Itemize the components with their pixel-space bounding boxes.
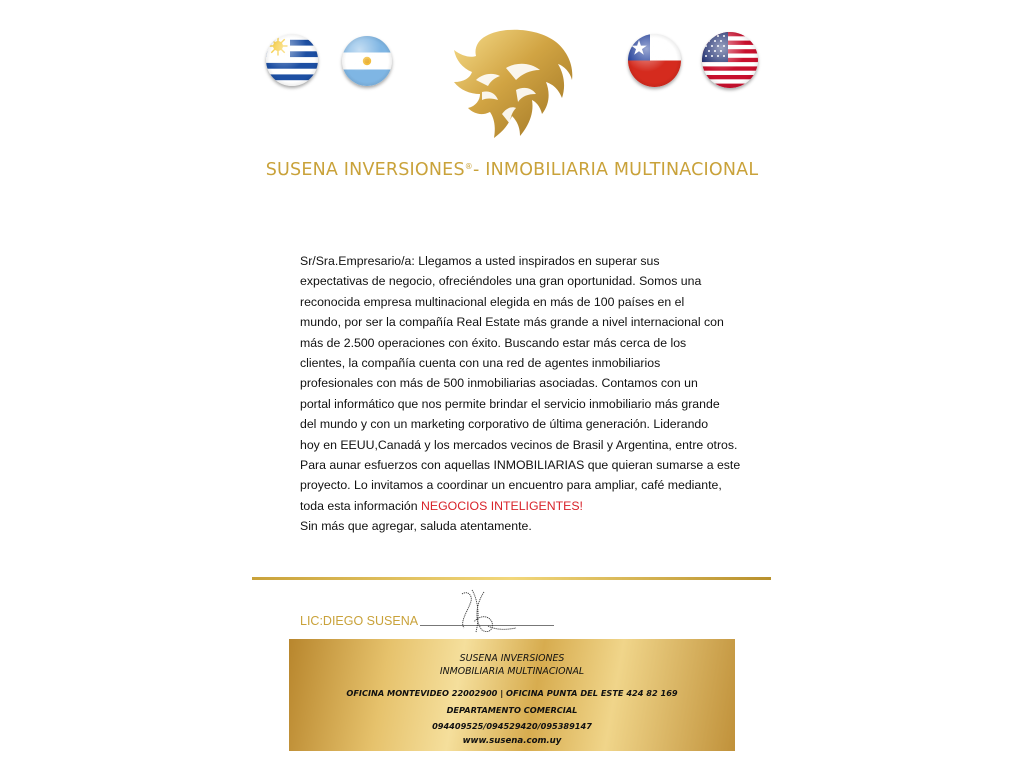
letter-line: hoy en EEUU,Canadá y los mercados vecinos de Brasil y Argentina, entre otros. [300, 437, 738, 452]
flag-argentina-icon [342, 36, 392, 86]
letter-line: reconocida empresa multinacional elegida en más de 100 países en el [300, 294, 685, 309]
card-company-name: SUSENA INVERSIONES [459, 653, 565, 664]
letter-line: proyecto. Lo invitamos a coordinar un encuentro para ampliar, café mediante, [300, 478, 722, 493]
letter-line: Sr/Sra.Empresario/a: Llegamos a usted inspirados en superar sus [300, 254, 660, 268]
signature-label: LIC:DIEGO SUSENA [300, 614, 419, 628]
flag-chile-icon [628, 34, 681, 87]
letter-line: profesionales con más de 500 inmobiliarias asociadas. Contamos con un [300, 376, 698, 391]
lion-logo-icon [446, 28, 578, 150]
letter-line: mundo, por ser la compañía Real Estate más grande a nivel internacional con [300, 315, 724, 330]
letter-line: clientes, la compañía cuenta con una red de agentes inmobiliarios [300, 356, 661, 371]
card-website[interactable]: www.susena.com.uy [462, 736, 562, 746]
brand-title [0, 160, 1024, 180]
brand-name: SUSENA INVERSIONES [265, 160, 465, 180]
letter-line [300, 496, 760, 516]
brand-subtitle: - INMOBILIARIA MULTINACIONAL [472, 160, 759, 180]
card-company-subtitle: INMOBILIARIA MULTINACIONAL [439, 666, 585, 677]
letter-closing: Sin más que agregar, saluda atentamente. [300, 519, 532, 534]
letter-line: Para aunar esfuerzos con aquellas INMOBILIARIAS que quieran sumarse a este [300, 458, 741, 473]
signature-scribble [454, 586, 520, 638]
letter-line: más de 2.500 operaciones con éxito. Buscando estar más cerca de los [300, 335, 687, 350]
registered-mark: ® [464, 162, 473, 171]
card-department: DEPARTAMENTO COMERCIAL [446, 705, 578, 715]
letter-body [300, 251, 760, 537]
gold-divider [252, 577, 771, 580]
letter-line: del mundo y con un marketing corporativo de última generación. Liderando [300, 417, 709, 432]
letter-line: expectativas de negocio, ofreciéndoles una gran oportunidad. Somos una [300, 274, 702, 289]
highlight-text: NEGOCIOS INTELIGENTES! [421, 498, 583, 513]
letter-line: portal informático que nos permite brindar el servicio inmobiliario más grande [300, 396, 720, 411]
contact-card [289, 639, 735, 751]
card-offices: OFICINA MONTEVIDEO 22002900 | OFICINA PUNTA DEL ESTE 424 82 169 [346, 688, 678, 698]
flag-usa-icon [702, 32, 758, 88]
letter-line-prefix: toda esta información [300, 498, 421, 513]
card-phones: 094409525/094529420/095389147 [432, 721, 592, 731]
flag-uruguay-icon [266, 34, 318, 86]
